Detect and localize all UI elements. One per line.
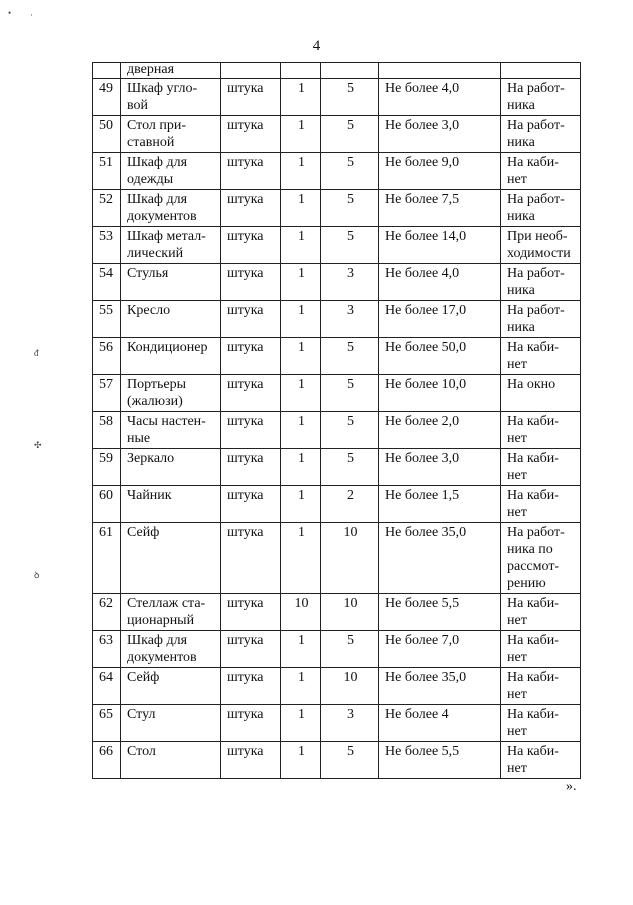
cell-term: 5 <box>321 338 379 375</box>
cell-price: Не более 5,5 <box>379 742 501 779</box>
cell-num: 61 <box>93 523 121 594</box>
cell-unit: штука <box>221 486 281 523</box>
cell-term: 5 <box>321 227 379 264</box>
cell-num <box>93 63 121 79</box>
cell-note: На окно <box>501 375 581 412</box>
table-row <box>93 486 581 523</box>
cell-note: На каби- нет <box>501 486 581 523</box>
equipment-table <box>92 62 581 779</box>
cell-note: На каби- нет <box>501 742 581 779</box>
cell-num: 50 <box>93 116 121 153</box>
cell-unit: штука <box>221 116 281 153</box>
cell-qty: 1 <box>281 79 321 116</box>
cell-num: 53 <box>93 227 121 264</box>
cell-unit: штука <box>221 742 281 779</box>
table-row <box>93 742 581 779</box>
cell-price: Не более 7,5 <box>379 190 501 227</box>
table-row <box>93 705 581 742</box>
cell-name: Стол при- ставной <box>121 116 221 153</box>
cell-price: Не более 50,0 <box>379 338 501 375</box>
cell-unit: штука <box>221 594 281 631</box>
cell-unit: штука <box>221 412 281 449</box>
table-row <box>93 227 581 264</box>
table-row <box>93 338 581 375</box>
cell-price: Не более 3,0 <box>379 449 501 486</box>
cell-num: 60 <box>93 486 121 523</box>
cell-qty: 1 <box>281 264 321 301</box>
cell-price: Не более 3,0 <box>379 116 501 153</box>
closing-mark: ». <box>566 779 577 794</box>
cell-term: 5 <box>321 190 379 227</box>
table-row <box>93 449 581 486</box>
cell-term: 5 <box>321 742 379 779</box>
cell-qty: 1 <box>281 375 321 412</box>
cell-price: Не более 4 <box>379 705 501 742</box>
cell-unit: штука <box>221 631 281 668</box>
cell-unit: штука <box>221 264 281 301</box>
cell-unit: штука <box>221 449 281 486</box>
cell-note: На работ- ника по рассмот- рению <box>501 523 581 594</box>
cell-num: 64 <box>93 668 121 705</box>
cell-note: На каби- нет <box>501 338 581 375</box>
cell-price: Не более 4,0 <box>379 79 501 116</box>
table-row <box>93 631 581 668</box>
cell-price: Не более 2,0 <box>379 412 501 449</box>
cell-note: На работ- ника <box>501 116 581 153</box>
cell-unit: штука <box>221 227 281 264</box>
cell-name: Часы настен- ные <box>121 412 221 449</box>
cell-name: Шкаф для одежды <box>121 153 221 190</box>
cell-qty: 10 <box>281 594 321 631</box>
cell-name: Стеллаж ста- ционарный <box>121 594 221 631</box>
cell-price: Не более 10,0 <box>379 375 501 412</box>
cell-name: Стол <box>121 742 221 779</box>
cell-price <box>379 63 501 79</box>
cell-name: Шкаф для документов <box>121 190 221 227</box>
scan-speck: ꝺ <box>34 570 40 580</box>
cell-qty: 1 <box>281 116 321 153</box>
cell-term: 5 <box>321 375 379 412</box>
cell-name: Чайник <box>121 486 221 523</box>
cell-note: На каби- нет <box>501 631 581 668</box>
cell-num: 59 <box>93 449 121 486</box>
table-row <box>93 301 581 338</box>
cell-name: Шкаф метал- лический <box>121 227 221 264</box>
cell-name: Зеркало <box>121 449 221 486</box>
cell-unit: штука <box>221 190 281 227</box>
cell-num: 58 <box>93 412 121 449</box>
cell-unit <box>221 63 281 79</box>
cell-qty: 1 <box>281 412 321 449</box>
cell-qty: 1 <box>281 227 321 264</box>
cell-term: 5 <box>321 412 379 449</box>
table-row <box>93 79 581 116</box>
cell-unit: штука <box>221 375 281 412</box>
cell-price: Не более 4,0 <box>379 264 501 301</box>
cell-price: Не более 7,0 <box>379 631 501 668</box>
cell-term: 10 <box>321 523 379 594</box>
cell-qty: 1 <box>281 301 321 338</box>
cell-num: 57 <box>93 375 121 412</box>
table-row <box>93 264 581 301</box>
cell-qty: 1 <box>281 486 321 523</box>
cell-unit: штука <box>221 523 281 594</box>
table-row <box>93 523 581 594</box>
cell-unit: штука <box>221 338 281 375</box>
table-row <box>93 375 581 412</box>
cell-note: На работ- ника <box>501 264 581 301</box>
cell-term: 5 <box>321 631 379 668</box>
cell-qty: 1 <box>281 449 321 486</box>
cell-name: Стулья <box>121 264 221 301</box>
cell-unit: штука <box>221 153 281 190</box>
cell-note <box>501 63 581 79</box>
cell-num: 54 <box>93 264 121 301</box>
cell-num: 55 <box>93 301 121 338</box>
table-row <box>93 153 581 190</box>
cell-qty: 1 <box>281 190 321 227</box>
cell-note: На каби- нет <box>501 705 581 742</box>
cell-term: 5 <box>321 116 379 153</box>
cell-note: На каби- нет <box>501 412 581 449</box>
scan-speck: • <box>8 8 12 18</box>
cell-note: На работ- ника <box>501 190 581 227</box>
cell-unit: штука <box>221 668 281 705</box>
cell-note: На работ- ника <box>501 79 581 116</box>
cell-name: Шкаф для документов <box>121 631 221 668</box>
cell-unit: штука <box>221 301 281 338</box>
cell-name: Кресло <box>121 301 221 338</box>
cell-note: На работ- ника <box>501 301 581 338</box>
cell-num: 65 <box>93 705 121 742</box>
cell-num: 51 <box>93 153 121 190</box>
cell-term: 5 <box>321 153 379 190</box>
cell-note: На каби- нет <box>501 153 581 190</box>
cell-price: Не более 35,0 <box>379 668 501 705</box>
cell-num: 62 <box>93 594 121 631</box>
cell-name: Стул <box>121 705 221 742</box>
continuation-row <box>93 63 581 79</box>
table-row <box>93 594 581 631</box>
cell-name: Шкаф угло- вой <box>121 79 221 116</box>
cell-term: 5 <box>321 449 379 486</box>
scan-speck: · <box>30 10 33 20</box>
cell-term <box>321 63 379 79</box>
cell-note: При необ- ходимости <box>501 227 581 264</box>
cell-qty: 1 <box>281 631 321 668</box>
cell-qty <box>281 63 321 79</box>
cell-num: 66 <box>93 742 121 779</box>
cell-unit: штука <box>221 705 281 742</box>
cell-qty: 1 <box>281 668 321 705</box>
cell-price: Не более 17,0 <box>379 301 501 338</box>
cell-qty: 1 <box>281 153 321 190</box>
table-row <box>93 116 581 153</box>
table-body <box>93 63 581 779</box>
cell-price: Не более 35,0 <box>379 523 501 594</box>
scan-speck: ᵭ <box>34 348 39 358</box>
cell-price: Не более 1,5 <box>379 486 501 523</box>
cell-price: Не более 14,0 <box>379 227 501 264</box>
table-row <box>93 412 581 449</box>
cell-name: дверная <box>121 63 221 79</box>
cell-term: 5 <box>321 79 379 116</box>
cell-qty: 1 <box>281 338 321 375</box>
cell-term: 3 <box>321 264 379 301</box>
table-row <box>93 190 581 227</box>
cell-qty: 1 <box>281 742 321 779</box>
cell-name: Кондиционер <box>121 338 221 375</box>
cell-term: 3 <box>321 301 379 338</box>
cell-note: На каби- нет <box>501 449 581 486</box>
table-row <box>93 668 581 705</box>
cell-num: 52 <box>93 190 121 227</box>
cell-num: 63 <box>93 631 121 668</box>
page-number: 4 <box>312 38 321 54</box>
cell-note: На каби- нет <box>501 594 581 631</box>
cell-qty: 1 <box>281 523 321 594</box>
cell-name: Портьеры (жалюзи) <box>121 375 221 412</box>
cell-num: 56 <box>93 338 121 375</box>
cell-name: Сейф <box>121 668 221 705</box>
cell-term: 3 <box>321 705 379 742</box>
cell-num: 49 <box>93 79 121 116</box>
scan-speck: ✣ <box>34 440 42 450</box>
cell-term: 10 <box>321 668 379 705</box>
cell-term: 10 <box>321 594 379 631</box>
cell-price: Не более 9,0 <box>379 153 501 190</box>
cell-note: На каби- нет <box>501 668 581 705</box>
cell-unit: штука <box>221 79 281 116</box>
cell-term: 2 <box>321 486 379 523</box>
cell-name: Сейф <box>121 523 221 594</box>
cell-qty: 1 <box>281 705 321 742</box>
cell-price: Не более 5,5 <box>379 594 501 631</box>
